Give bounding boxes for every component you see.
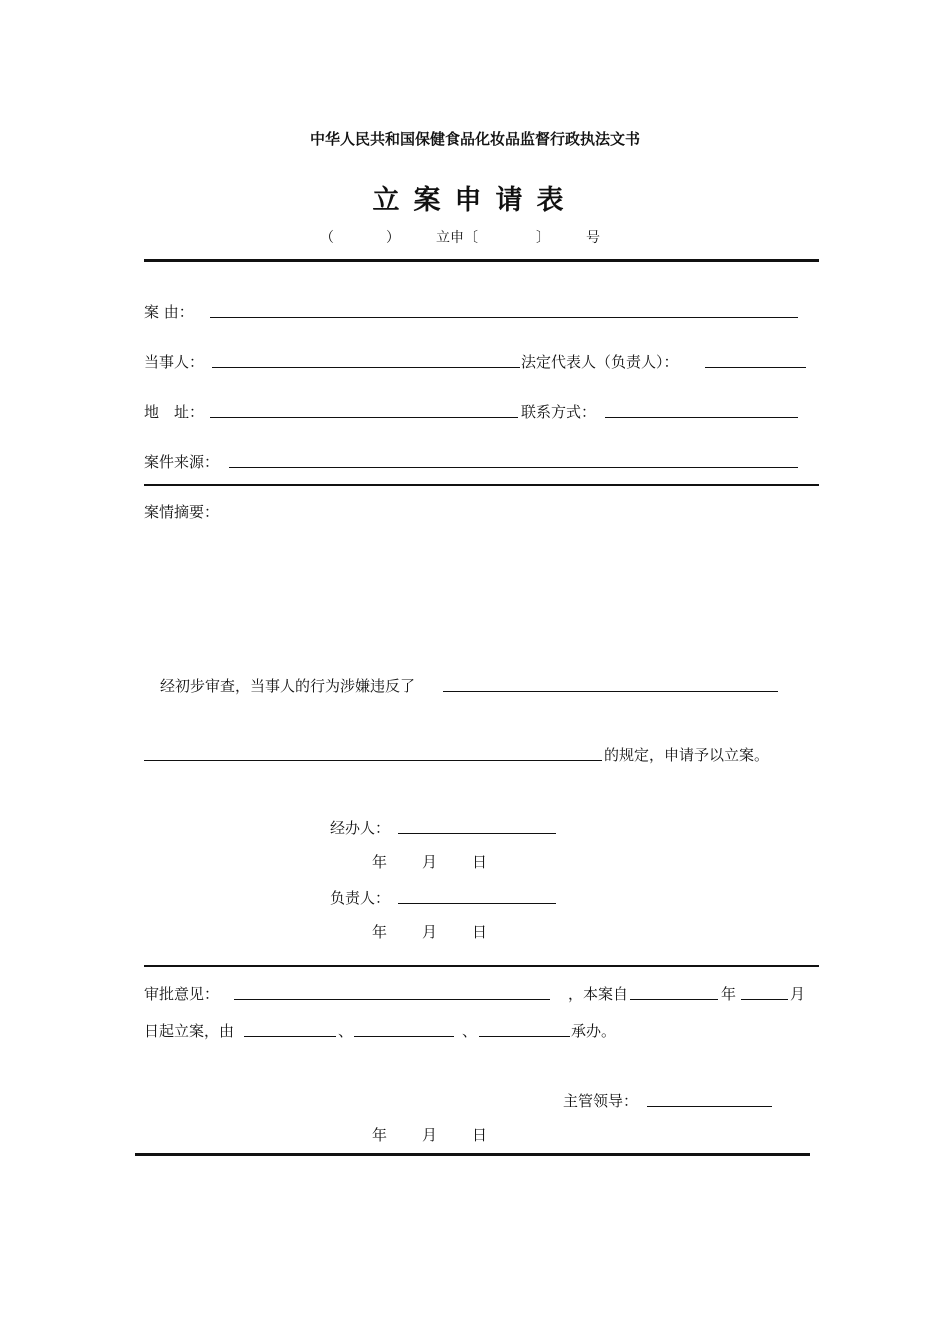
approval-label: 审批意见： xyxy=(144,985,220,1003)
contact-field[interactable] xyxy=(605,403,798,418)
document-title: 立案申请表 xyxy=(372,185,578,216)
handler-day: 日 xyxy=(472,853,488,871)
responsible-day: 日 xyxy=(472,923,488,941)
undertaker-1-field[interactable] xyxy=(244,1022,336,1037)
responsible-month: 月 xyxy=(422,923,438,941)
case-source-label: 案件来源： xyxy=(144,453,220,471)
responsible-label: 负责人： xyxy=(330,889,391,907)
violated-regulation-field-continued[interactable] xyxy=(144,746,602,761)
legal-rep-label: 法定代表人（负责人）： xyxy=(521,353,679,371)
fields-divider xyxy=(144,484,819,486)
responsible-field[interactable] xyxy=(398,889,556,904)
statement-suffix: 的规定，申请予以立案。 xyxy=(604,746,770,764)
handler-month: 月 xyxy=(422,853,438,871)
approval-year-label: 年 xyxy=(721,985,737,1003)
separator-1: 、 xyxy=(338,1022,354,1040)
approval-date-month: 月 xyxy=(422,1126,438,1144)
doc-no-close-paren: ） xyxy=(386,230,400,246)
approval-month-label: 月 xyxy=(790,985,806,1003)
case-source-field[interactable] xyxy=(229,453,798,468)
party-field[interactable] xyxy=(212,353,520,368)
separator-2: 、 xyxy=(462,1022,478,1040)
leader-label: 主管领导： xyxy=(563,1092,639,1110)
doc-no-code: 立申〔 xyxy=(436,230,478,246)
day-filed-text: 日起立案，由 xyxy=(144,1022,235,1040)
undertaker-3-field[interactable] xyxy=(479,1022,570,1037)
contact-label: 联系方式： xyxy=(521,403,597,421)
doc-no-close-bracket: 〕 xyxy=(536,230,550,246)
approval-month-field[interactable] xyxy=(741,985,788,1000)
case-summary-label: 案情摘要： xyxy=(144,503,220,521)
party-label: 当事人： xyxy=(144,353,205,371)
statement-prefix: 经初步审查，当事人的行为涉嫌违反了 xyxy=(160,677,416,695)
approval-year-field[interactable] xyxy=(630,985,718,1000)
leader-field[interactable] xyxy=(647,1092,772,1107)
responsible-year: 年 xyxy=(372,923,388,941)
undertake-text: 承办。 xyxy=(571,1022,617,1040)
violated-regulation-field[interactable] xyxy=(443,677,778,692)
handler-label: 经办人： xyxy=(330,819,391,837)
address-field[interactable] xyxy=(210,403,518,418)
approval-opinion-field[interactable] xyxy=(234,985,550,1000)
case-reason-label: 案 由： xyxy=(144,303,194,321)
handler-year: 年 xyxy=(372,853,388,871)
approval-divider xyxy=(144,965,819,967)
approval-date-year: 年 xyxy=(372,1126,388,1144)
address-label: 地 址： xyxy=(144,403,205,421)
case-reason-field[interactable] xyxy=(210,303,798,318)
doc-no-open-paren: （ xyxy=(320,230,334,246)
approval-date-day: 日 xyxy=(472,1126,488,1144)
handler-field[interactable] xyxy=(398,819,556,834)
case-from-text: ，本案自 xyxy=(568,985,629,1003)
undertaker-2-field[interactable] xyxy=(354,1022,454,1037)
doc-no-suffix: 号 xyxy=(586,230,600,246)
header-divider xyxy=(144,259,819,262)
case-reason-row xyxy=(144,302,194,322)
footer-divider xyxy=(135,1153,810,1156)
issuer-title: 中华人民共和国保健食品化妆品监督行政执法文书 xyxy=(309,130,640,148)
legal-rep-field[interactable] xyxy=(705,353,806,368)
